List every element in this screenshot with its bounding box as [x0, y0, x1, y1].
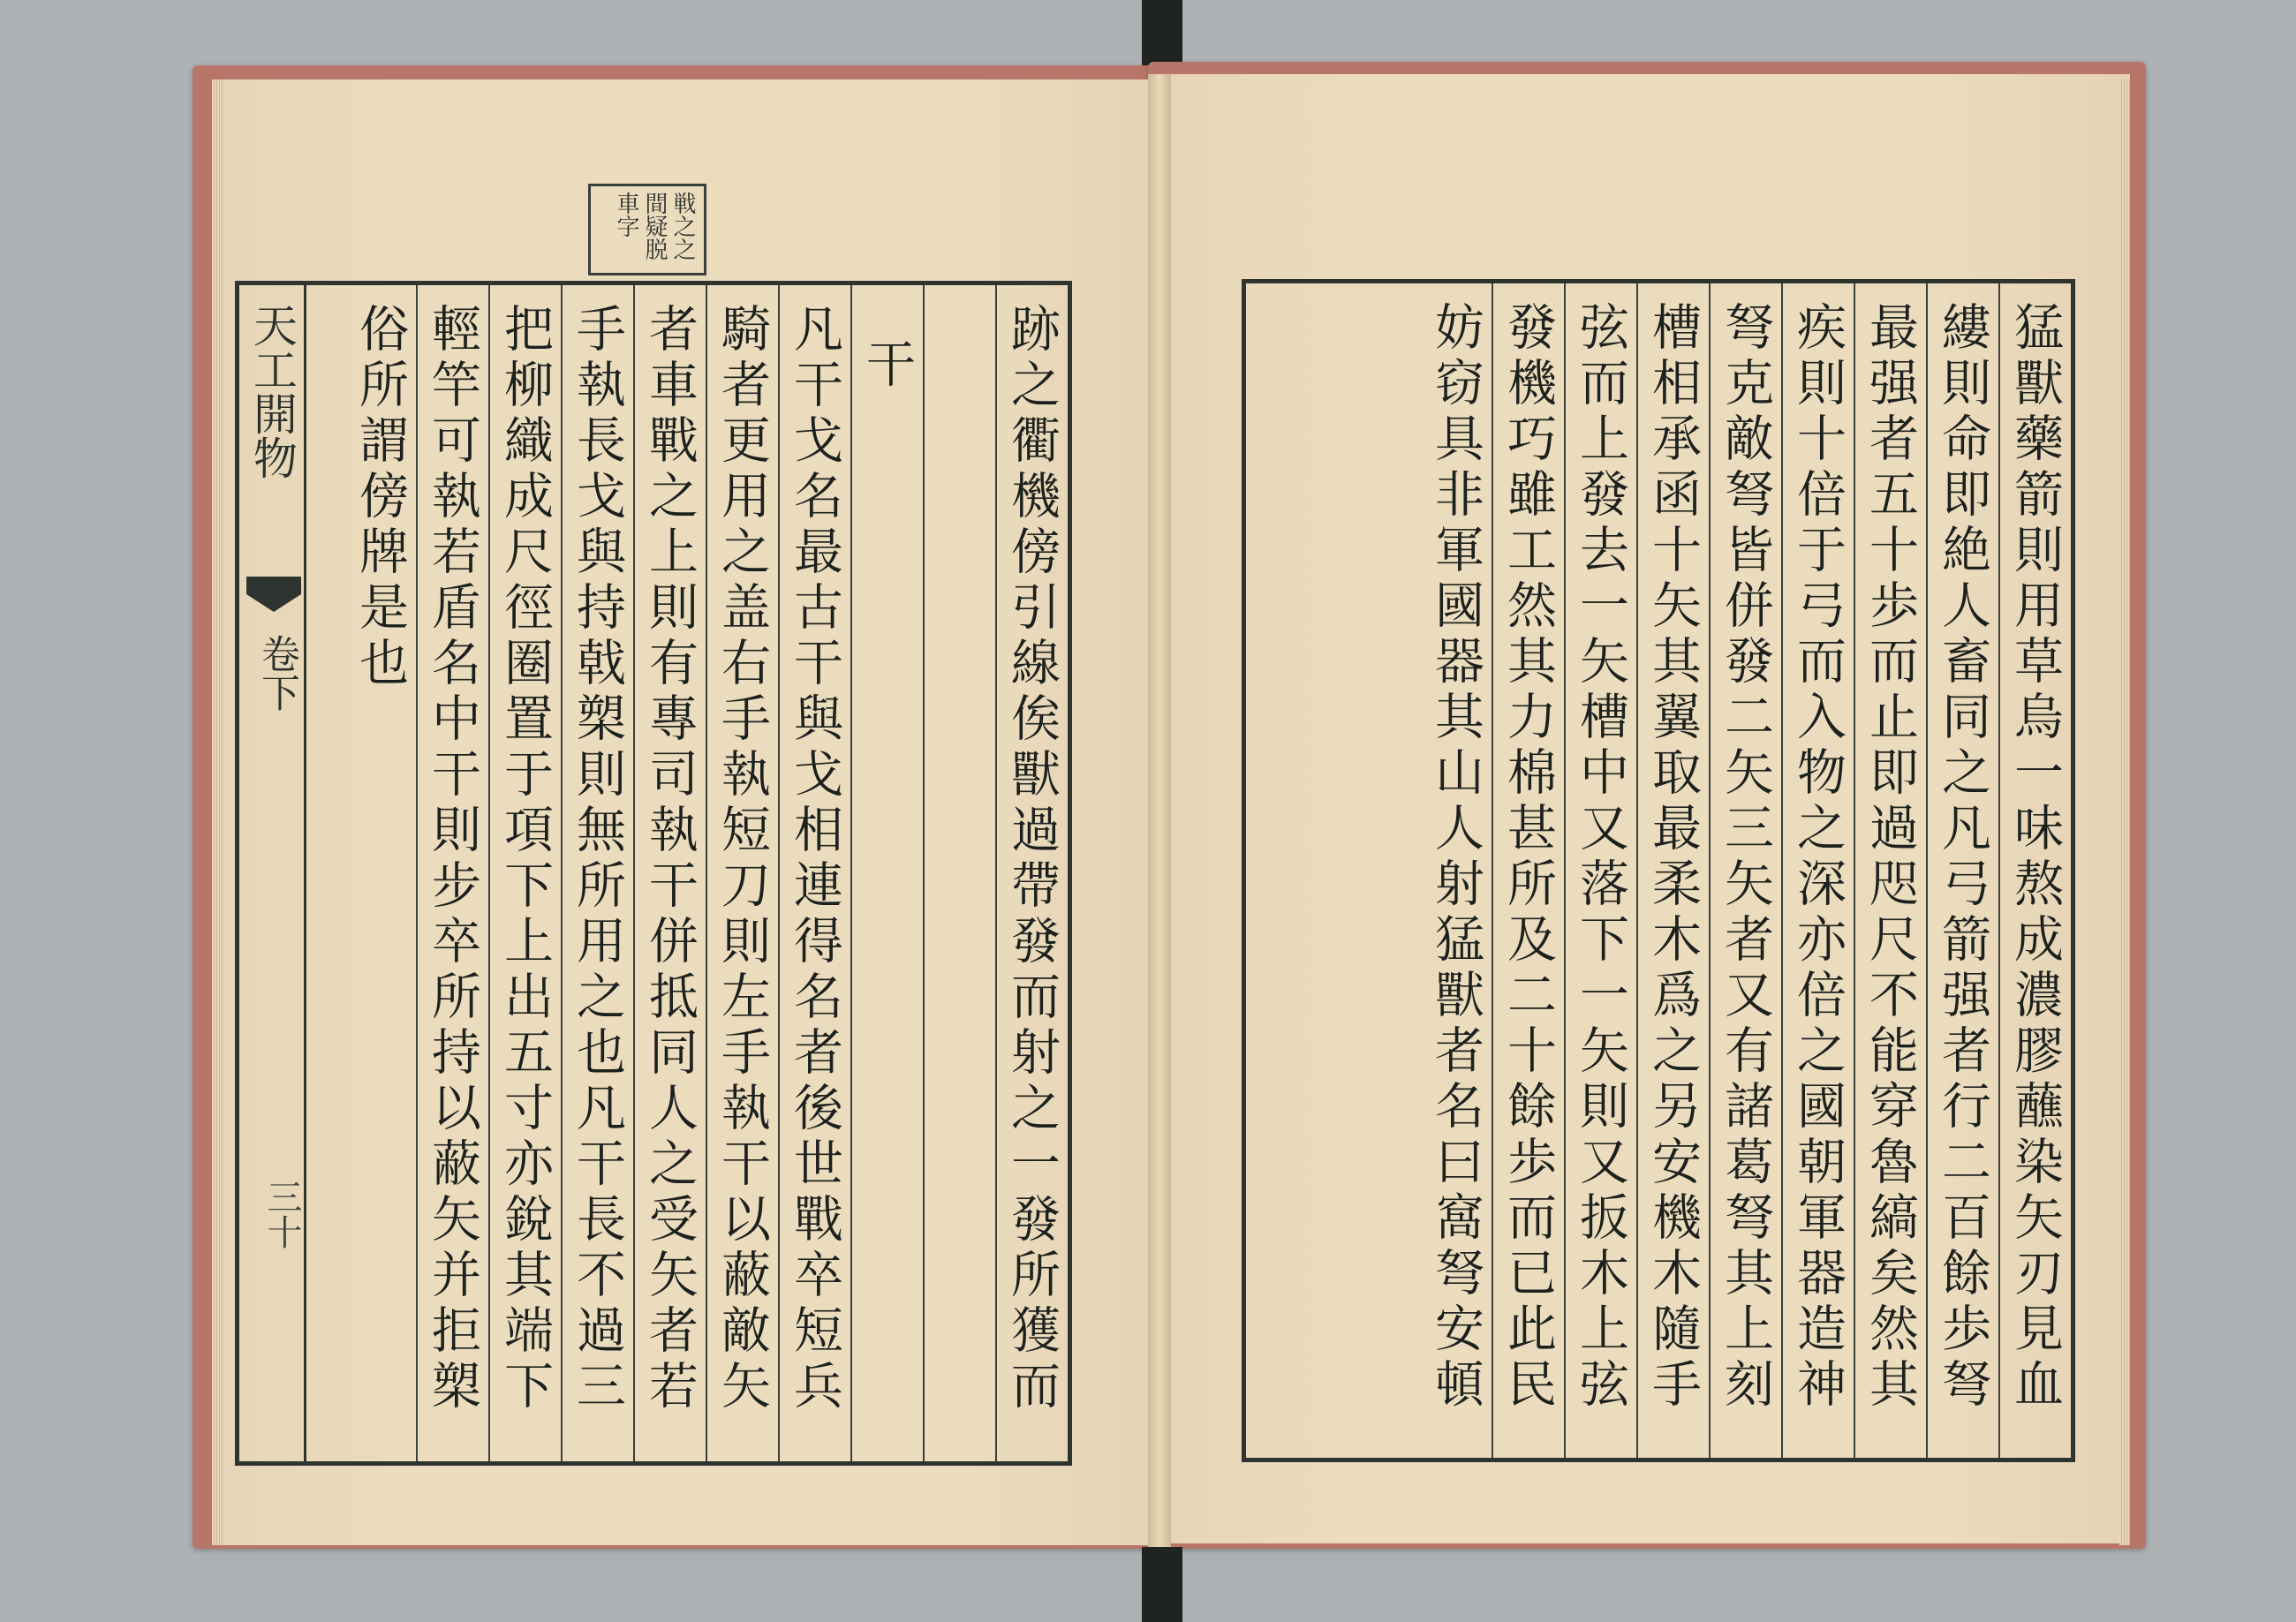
left-text-frame — [235, 281, 1072, 1466]
text-column: 猛獸藥箭則用草烏一味熬成濃膠蘸染矢刃見血 — [1998, 283, 2071, 1458]
text-column: 手執長戈與持戟槊則無所用之也凡干長不過三 — [561, 285, 633, 1461]
text-column: 凡干戈名最古干與戈相連得名者後世戰卒短兵 — [778, 285, 850, 1461]
text-column: 跡之衢機傍引線俟獸過帶發而射之一發所獲而 — [995, 285, 1068, 1461]
text-column: 槽相承函十矢其翼取最柔木爲之另安機木隨手 — [1636, 283, 1709, 1458]
text-column: 者車戰之上則有專司執干併抵同人之受矢者若 — [633, 285, 706, 1461]
right-columns — [1419, 283, 2071, 1458]
headnote: 戦之之間疑脱車字 — [588, 184, 706, 275]
text-column: 疾則十倍于弓而入物之深亦倍之國朝軍器造神 — [1781, 283, 1854, 1458]
book-gutter — [1148, 74, 1171, 1547]
left-page-edge — [212, 79, 223, 1545]
text-column: 發機巧雖工然其力棉甚所及二十餘歩而已此民 — [1492, 283, 1564, 1458]
book-ribbon-bottom — [1142, 1547, 1182, 1622]
section-title: 干 — [850, 285, 923, 1461]
right-page-edge — [2119, 79, 2130, 1545]
text-column: 俗所謂傍牌是也 — [351, 303, 409, 692]
text-column: 弦而上發去一矢槽中又落下一矢則又扳木上弦 — [1564, 283, 1636, 1458]
text-column: 縷則命即絶人畜同之凡弓箭强者行二百餘歩弩 — [1926, 283, 1998, 1458]
text-column: 把柳織成尺徑圈置于項下上出五寸亦銳其端下 — [488, 285, 561, 1461]
header-title: 天工開物 — [243, 285, 306, 1461]
page-number: 三十 — [261, 1179, 302, 1249]
text-column — [923, 285, 995, 1461]
left-columns — [344, 285, 1068, 1461]
text-column: 最强者五十歩而止即過咫尺不能穿魯縞矣然其 — [1854, 283, 1926, 1458]
right-text-frame — [1242, 279, 2075, 1462]
volume-label: 卷下 — [254, 634, 299, 712]
text-column: 騎者更用之盖右手執短刀則左手執干以蔽敵矢 — [706, 285, 778, 1461]
text-column: 弩克敵弩皆併發二矢三矢者又有諸葛弩其上刻 — [1709, 283, 1781, 1458]
text-column: 輕竿可執若盾名中干則步卒所持以蔽矢并拒槊 — [416, 285, 488, 1461]
text-column: 妨窃具非軍國器其山人射猛獸者名曰窩弩安頓 — [1427, 301, 1484, 1414]
